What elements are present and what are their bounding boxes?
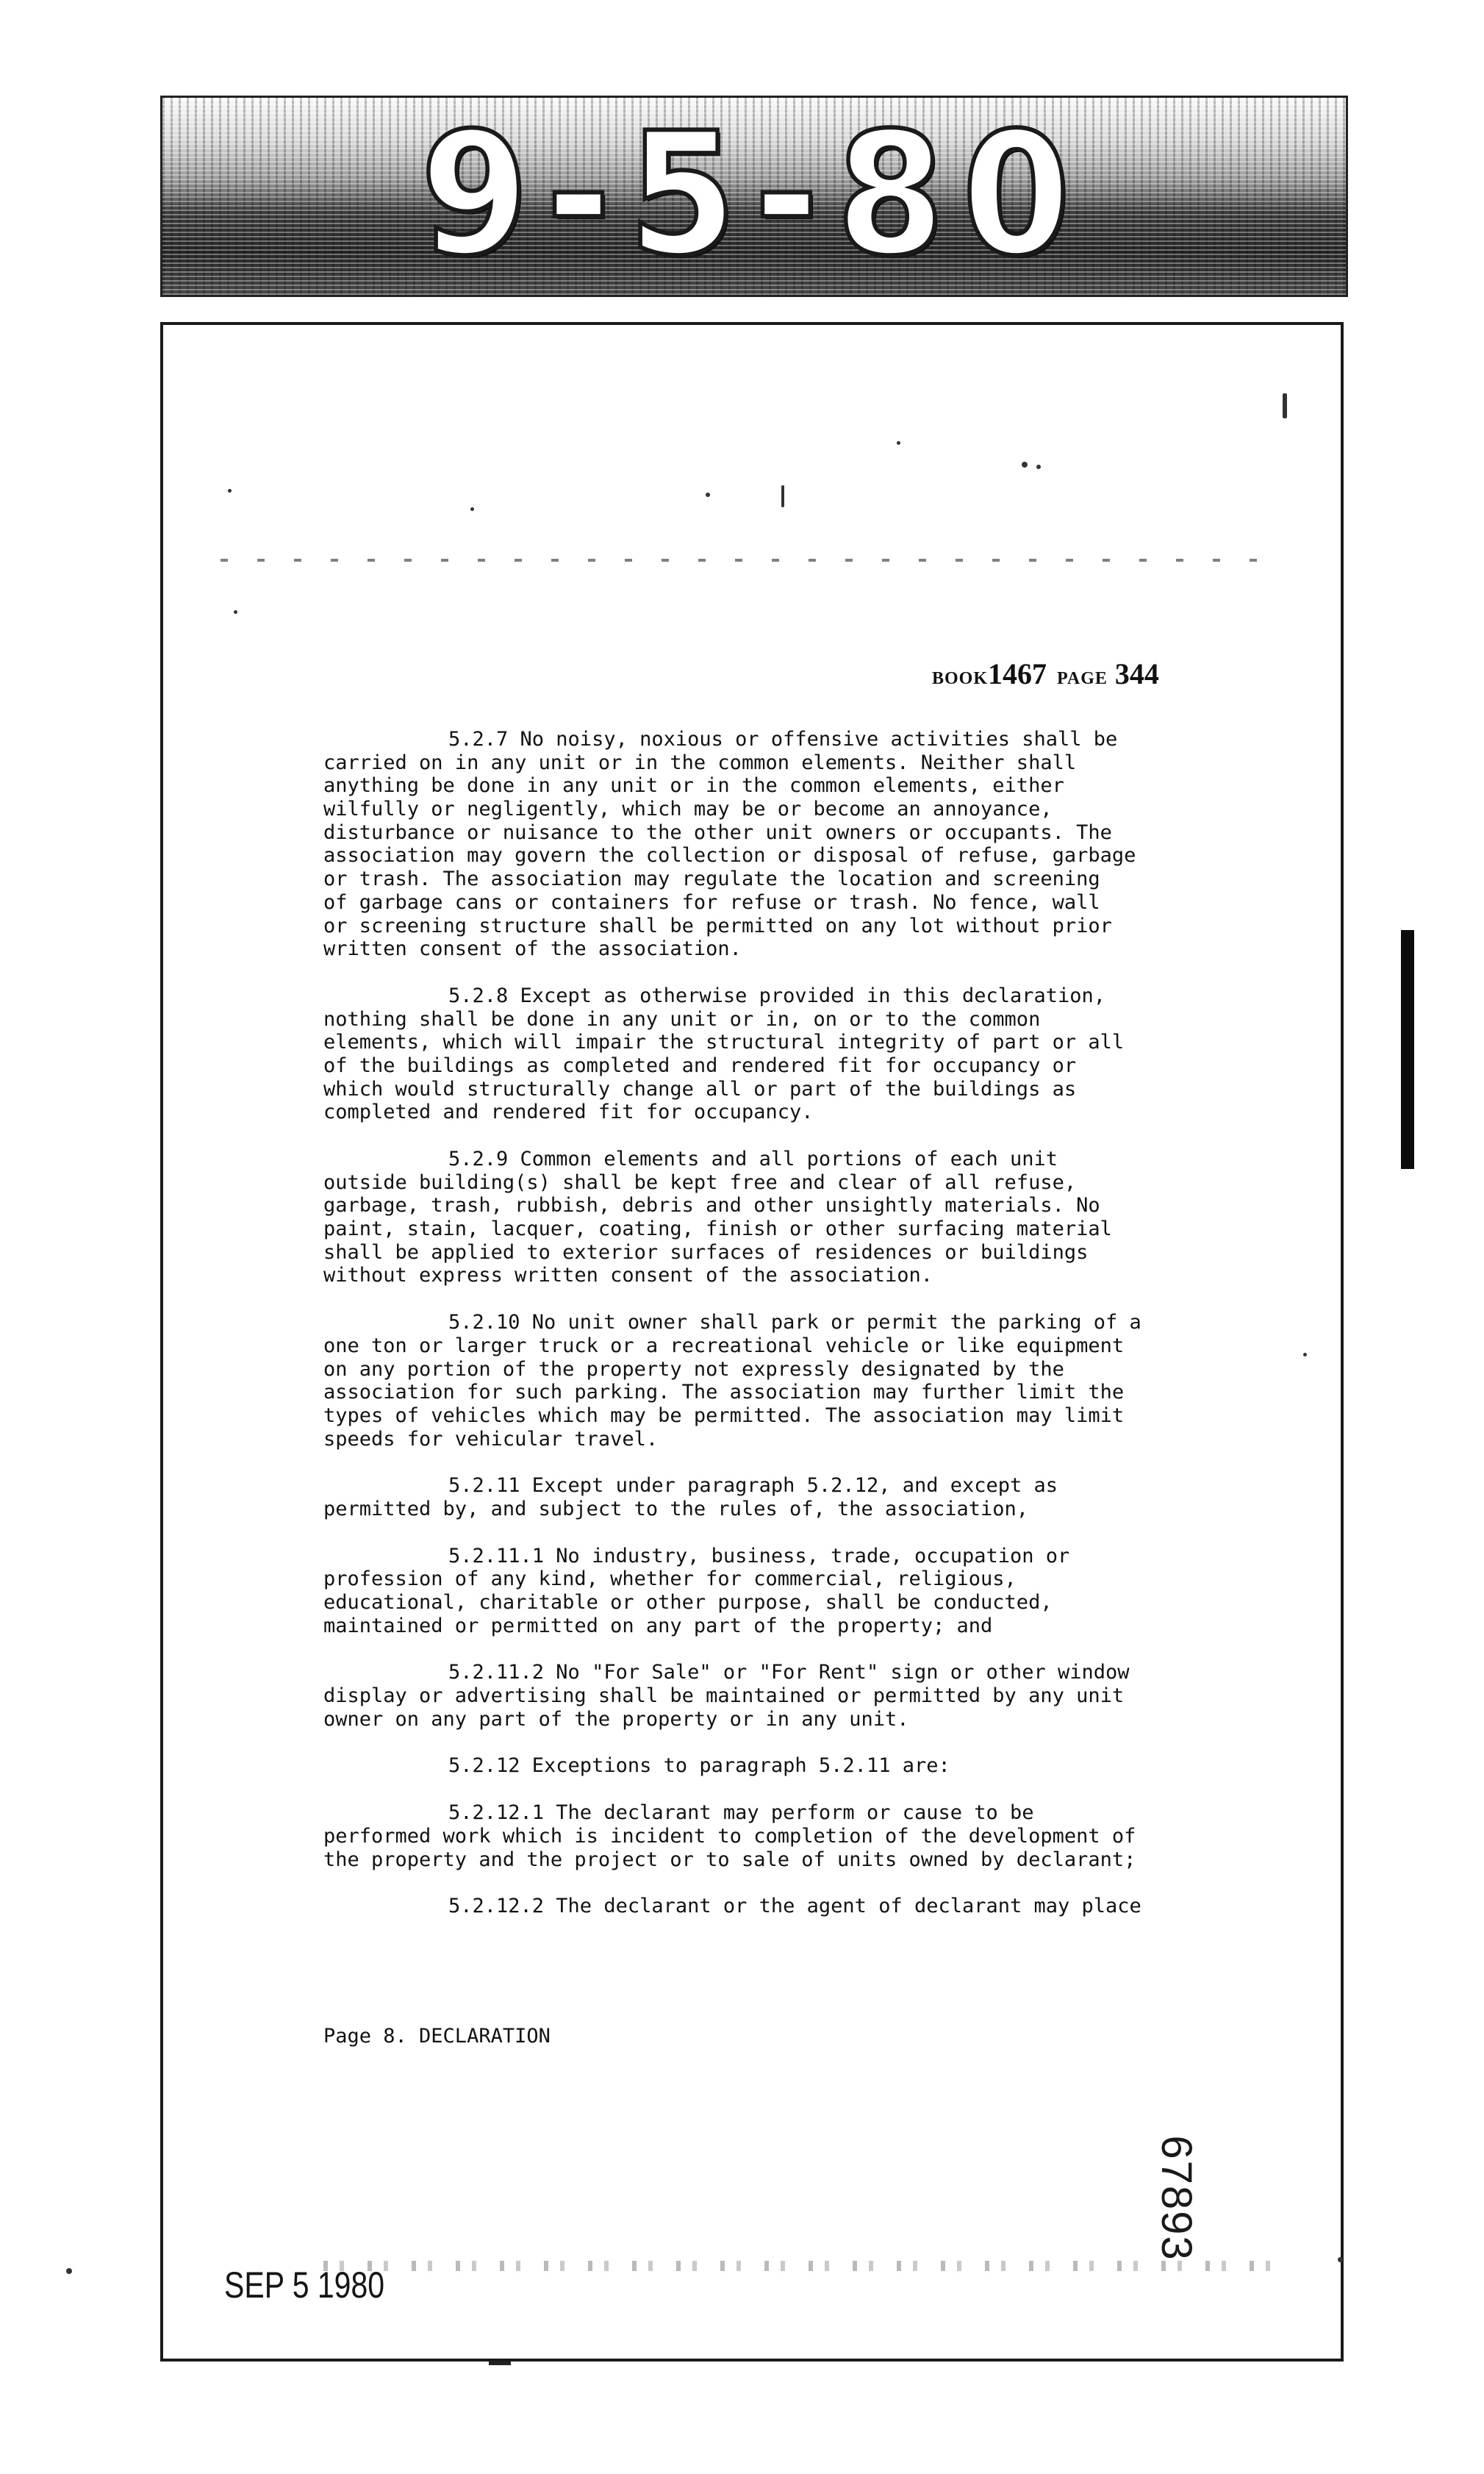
text-line: disturbance or nuisance to the other unit owners or occupants. The (323, 821, 1112, 844)
paragraph-5-2-11-2 (323, 1661, 1250, 1731)
text-line: wilfully or negligently, which may be or become an annoyance, (323, 798, 1053, 821)
text-line: garbage, trash, rubbish, debris and other unsightly materials. No (323, 1194, 1100, 1218)
text-line: carried on in any unit or in the common elements. Neither shall (323, 751, 1077, 774)
text-line: maintained or permitted on any part of the property; and (323, 1614, 993, 1637)
scan-speck (1303, 1353, 1307, 1356)
text-line: 5.2.11 Except under paragraph 5.2.12, and except as (448, 1474, 1058, 1498)
text-line: types of vehicles which may be permitted. The association may limit (323, 1404, 1125, 1427)
scan-speck (706, 493, 710, 497)
paragraph-5-2-7 (323, 728, 1250, 961)
scan-speck (66, 2268, 72, 2274)
scan-speck (1036, 465, 1041, 469)
text-line: written consent of the association. (323, 937, 742, 961)
text-line: elements, which will impair the structural integrity of part or all (323, 1031, 1125, 1054)
text-line: outside building(s) shall be kept free and clear of all refuse, (323, 1170, 1077, 1194)
page-footer: Page 8. DECLARATION (323, 2025, 551, 2048)
paragraph-5-2-9 (323, 1148, 1250, 1287)
text-line: shall be applied to exterior surfaces of residences or buildings (323, 1240, 1089, 1264)
text-line: the property and the project or to sale of units owned by declarant; (323, 1848, 1136, 1871)
text-line: 5.2.7 No noisy, noxious or offensive activities shall be (448, 728, 1118, 751)
text-line: 5.2.12.2 The declarant or the agent of declarant may place (448, 1895, 1141, 1918)
text-line: or trash. The association may regulate the location and screening (323, 868, 1100, 891)
filed-date-stamp: SEP 5 1980 (224, 2264, 385, 2306)
scan-speck (228, 489, 232, 493)
paragraph-5-2-12-2 (323, 1895, 1250, 1918)
scan-speck (234, 610, 237, 614)
scan-speck (897, 441, 900, 445)
date-banner (160, 96, 1348, 297)
text-line: without express written consent of the association. (323, 1264, 933, 1287)
paragraph-5-2-12 (323, 1754, 1250, 1778)
margin-bar (1401, 930, 1414, 1169)
document-number: 67893 (1153, 2135, 1200, 2262)
text-line: of the buildings as completed and rendered fit for occupancy or (323, 1054, 1077, 1077)
text-line: which would structurally change all or part of the buildings as (323, 1077, 1077, 1101)
text-line: 5.2.8 Except as otherwise provided in this declaration, (448, 984, 1106, 1007)
book-page-stamp (932, 657, 1169, 696)
page-number: 344 (1114, 657, 1159, 690)
text-line: permitted by, and subject to the rules of, the association, (323, 1497, 1029, 1520)
stamp-dash (489, 2362, 511, 2365)
scan-speck (1338, 2257, 1343, 2262)
text-line: or screening structure shall be permitted on any lot without prior (323, 914, 1112, 937)
text-line: 5.2.12.1 The declarant may perform or cause to be (448, 1801, 1034, 1825)
text-line: 5.2.10 No unit owner shall park or permit the parking of a (448, 1311, 1141, 1334)
scan-speck (1283, 393, 1287, 418)
paragraph-5-2-11-1 (323, 1545, 1250, 1638)
text-line: educational, charitable or other purpose, shall be conducted, (323, 1591, 1053, 1614)
text-line: 5.2.9 Common elements and all portions of each unit (448, 1148, 1058, 1170)
scan-speck (781, 485, 784, 507)
paragraph-5-2-12-1 (323, 1801, 1250, 1871)
text-line: paint, stain, lacquer, coating, finish or other surfacing material (323, 1218, 1112, 1241)
text-line: of garbage cans or containers for refuse or trash. No fence, wall (323, 890, 1100, 914)
paragraph-5-2-11 (323, 1474, 1250, 1520)
paragraph-5-2-8 (323, 984, 1250, 1124)
text-line: nothing shall be done in any unit or in, on or to the common (323, 1007, 1041, 1031)
paragraph-5-2-10 (323, 1311, 1250, 1451)
declaration-text (323, 728, 1250, 1942)
scan-speck (470, 507, 474, 511)
book-label: BOOK (932, 669, 989, 688)
text-line: one ton or larger truck or a recreational vehicle or like equipment (323, 1334, 1125, 1357)
scan-noise-row (221, 559, 1286, 562)
banner-date: 9-5-80 (420, 97, 1089, 293)
text-line: 5.2.12 Exceptions to paragraph 5.2.11 are: (448, 1754, 950, 1778)
text-line: 5.2.11.2 No "For Sale" or "For Rent" sign or other window (448, 1661, 1130, 1684)
page-label: PAGE (1057, 669, 1108, 688)
text-line: 5.2.11.1 No industry, business, trade, occupation or (448, 1544, 1070, 1567)
text-line: association for such parking. The association may further limit the (323, 1381, 1125, 1404)
book-number: 1467 (988, 657, 1047, 690)
text-line: performed work which is incident to completion of the development of (323, 1824, 1136, 1848)
text-line: association may govern the collection or disposal of refuse, garbage (323, 844, 1136, 868)
text-line: owner on any part of the property or in any unit. (323, 1707, 909, 1731)
text-line: profession of any kind, whether for commercial, religious, (323, 1567, 1017, 1591)
text-line: speeds for vehicular travel. (323, 1427, 659, 1451)
scan-speck (1022, 462, 1028, 468)
text-line: anything be done in any unit or in the common elements, either (323, 774, 1064, 798)
text-line: completed and rendered fit for occupancy. (323, 1101, 814, 1124)
text-line: on any portion of the property not expressly designated by the (323, 1357, 1064, 1381)
scan-noise-band (323, 2261, 1294, 2271)
text-line: display or advertising shall be maintained or permitted by any unit (323, 1684, 1125, 1708)
